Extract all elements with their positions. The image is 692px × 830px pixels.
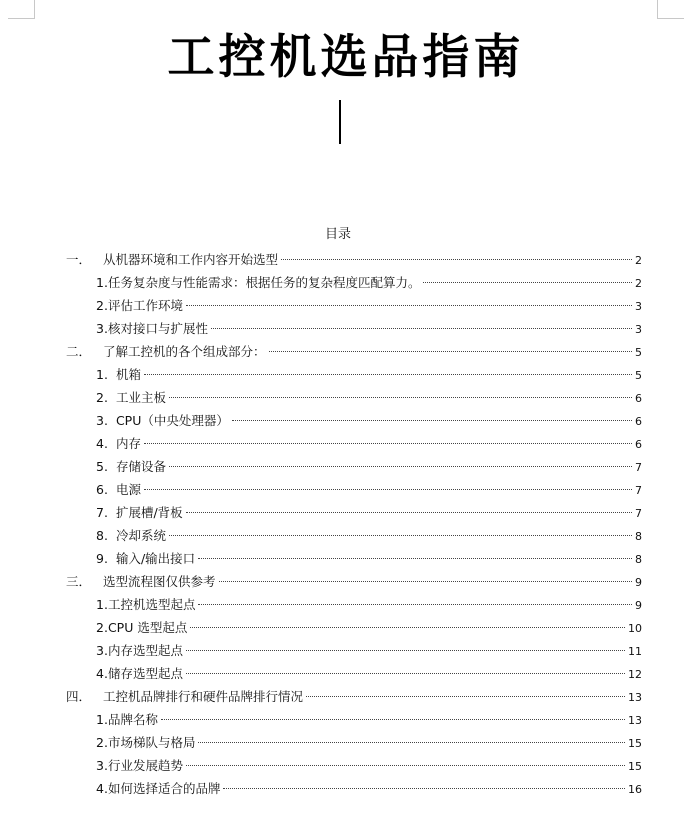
toc-entry-label: 输入/输出接口 [115, 551, 196, 566]
toc-entry-number: 2. [96, 735, 108, 750]
toc-entry-2-3[interactable] [96, 411, 642, 431]
toc-dot-leader [161, 719, 625, 720]
toc-heading: 目录 [324, 227, 351, 242]
toc-entry-page: 13 [628, 691, 642, 704]
toc-entry-page: 9 [635, 599, 642, 612]
toc-dot-leader [269, 351, 632, 352]
toc-entry-label: 评估工作环境 [107, 298, 183, 313]
toc-entry-label: 储存选型起点 [107, 666, 183, 681]
toc-entry-page: 7 [635, 484, 642, 497]
toc-dot-leader [198, 558, 632, 559]
toc-dot-leader [186, 673, 625, 674]
toc-entry-number: 4. [96, 436, 108, 451]
toc-entry-label: 扩展槽/背板 [115, 505, 183, 520]
toc-entry-page: 3 [635, 300, 642, 313]
toc-entry-number: 二． [66, 344, 92, 359]
toc-entry-2-8[interactable] [96, 526, 642, 546]
toc-entry-page: 15 [628, 760, 642, 773]
toc-entry-label: CPU 选型起点 [107, 620, 188, 635]
toc-entry-number: 2. [96, 620, 108, 635]
toc-entry-label: 机箱 [115, 367, 141, 382]
toc-dot-leader [223, 788, 625, 789]
toc-entry-number: 1. [96, 275, 108, 290]
toc-entry-page: 8 [635, 530, 642, 543]
toc-entry-1-2[interactable] [96, 296, 642, 316]
toc-entry-number: 三． [66, 574, 92, 589]
toc-entry-label: 如何选择适合的品牌 [107, 781, 221, 796]
toc-entry-number: 2. [96, 390, 108, 405]
toc-entry-number: 4. [96, 666, 108, 681]
page-corner-mark-right [657, 0, 684, 19]
toc-entry-number: 3. [96, 321, 108, 336]
toc-entry-number: 3. [96, 758, 108, 773]
toc-dot-leader [169, 397, 632, 398]
toc-entry-page: 7 [635, 461, 642, 474]
toc-dot-leader [281, 259, 632, 260]
toc-dot-leader [198, 742, 625, 743]
toc-entry-2-5[interactable] [96, 457, 642, 477]
toc-entry-label: 存储设备 [115, 459, 166, 474]
toc-entry-page: 6 [635, 415, 642, 428]
toc-entry-label: 任务复杂度与性能需求：根据任务的复杂程度匹配算力。 [107, 275, 421, 290]
toc-entry-section-3[interactable] [66, 572, 642, 592]
toc-entry-number: 8. [96, 528, 108, 543]
toc-entry-4-4[interactable] [96, 779, 642, 799]
toc-entry-3-4[interactable] [96, 664, 642, 684]
toc-entry-page: 7 [635, 507, 642, 520]
toc-dot-leader [423, 282, 632, 283]
toc-entry-label: 核对接口与扩展性 [107, 321, 208, 336]
toc-entry-1-1[interactable] [96, 273, 642, 293]
toc-entry-section-2[interactable] [66, 342, 642, 362]
toc-entry-2-2[interactable] [96, 388, 642, 408]
toc-entry-2-6[interactable] [96, 480, 642, 500]
toc-entry-label: 市场梯队与格局 [107, 735, 196, 750]
toc-entry-page: 16 [628, 783, 642, 796]
toc-entry-number: 2. [96, 298, 108, 313]
toc-entry-2-9[interactable] [96, 549, 642, 569]
toc-dot-leader [144, 443, 632, 444]
toc-dot-leader [198, 604, 632, 605]
toc-entry-label: 工控机品牌排行和硬件品牌排行情况 [103, 689, 304, 704]
toc-entry-2-1[interactable] [96, 365, 642, 385]
toc-entry-4-3[interactable] [96, 756, 642, 776]
toc-entry-section-4[interactable] [66, 687, 642, 707]
toc-entry-label: 冷却系统 [115, 528, 166, 543]
toc-entry-number: 5. [96, 459, 108, 474]
toc-entry-page: 2 [635, 277, 642, 290]
toc-dot-leader [186, 650, 625, 651]
toc-dot-leader [144, 489, 632, 490]
toc-entry-label: 从机器环境和工作内容开始选型 [103, 252, 279, 267]
toc-entry-page: 3 [635, 323, 642, 336]
toc-entry-number: 1. [96, 597, 108, 612]
toc-entry-page: 8 [635, 553, 642, 566]
toc-dot-leader [169, 466, 632, 467]
toc-entry-page: 11 [628, 645, 642, 658]
toc-dot-leader [186, 305, 632, 306]
toc-entry-page: 2 [635, 254, 642, 267]
toc-entry-label: 了解工控机的各个组成部分： [103, 344, 266, 359]
toc-entry-label: 选型流程图仅供参考 [103, 574, 216, 589]
toc-entry-number: 6. [96, 482, 108, 497]
toc-entry-page: 5 [635, 369, 642, 382]
toc-entry-label: 电源 [115, 482, 141, 497]
toc-entry-number: 一． [66, 252, 92, 267]
toc-dot-leader [219, 581, 632, 582]
toc-entry-label: CPU（中央处理器） [115, 413, 229, 428]
toc-entry-2-4[interactable] [96, 434, 642, 454]
toc-dot-leader [211, 328, 632, 329]
toc-dot-leader [144, 374, 632, 375]
toc-entry-label: 品牌名称 [107, 712, 158, 727]
toc-dot-leader [186, 512, 632, 513]
toc-entry-number: 3. [96, 643, 108, 658]
toc-dot-leader [186, 765, 625, 766]
toc-entry-3-1[interactable] [96, 595, 642, 615]
toc-entry-label: 工控机选型起点 [107, 597, 196, 612]
toc-entry-page: 6 [635, 438, 642, 451]
toc-dot-leader [190, 627, 625, 628]
toc-entry-3-3[interactable] [96, 641, 642, 661]
page-corner-mark-left [8, 0, 35, 19]
toc-entry-section-1[interactable] [66, 250, 642, 270]
toc-entry-label: 行业发展趋势 [107, 758, 183, 773]
toc-entry-page: 6 [635, 392, 642, 405]
toc-entry-number: 1. [96, 367, 108, 382]
toc-entry-number: 3. [96, 413, 108, 428]
toc-entry-1-3[interactable] [96, 319, 642, 339]
toc-entry-number: 7. [96, 505, 108, 520]
toc-entry-4-1[interactable] [96, 710, 642, 730]
toc-dot-leader [306, 696, 625, 697]
toc-entry-page: 13 [628, 714, 642, 727]
toc-entry-2-7[interactable] [96, 503, 642, 523]
toc-entry-4-2[interactable] [96, 733, 642, 753]
toc-dot-leader [169, 535, 632, 536]
toc-entry-page: 9 [635, 576, 642, 589]
toc-entry-label: 内存选型起点 [107, 643, 183, 658]
toc-dot-leader [232, 420, 632, 421]
toc-entry-page: 15 [628, 737, 642, 750]
toc-entry-number: 4. [96, 781, 108, 796]
text-cursor [339, 100, 341, 144]
toc-entry-3-2[interactable] [96, 618, 642, 638]
toc-entry-page: 10 [628, 622, 642, 635]
toc-entry-number: 9. [96, 551, 108, 566]
toc-entry-number: 四． [66, 689, 92, 704]
toc-entry-page: 12 [628, 668, 642, 681]
toc-entry-page: 5 [635, 346, 642, 359]
toc-entry-number: 1. [96, 712, 108, 727]
document-title: 工控机选品指南 [167, 30, 525, 85]
toc-entry-label: 工业主板 [115, 390, 166, 405]
toc-entry-label: 内存 [115, 436, 141, 451]
